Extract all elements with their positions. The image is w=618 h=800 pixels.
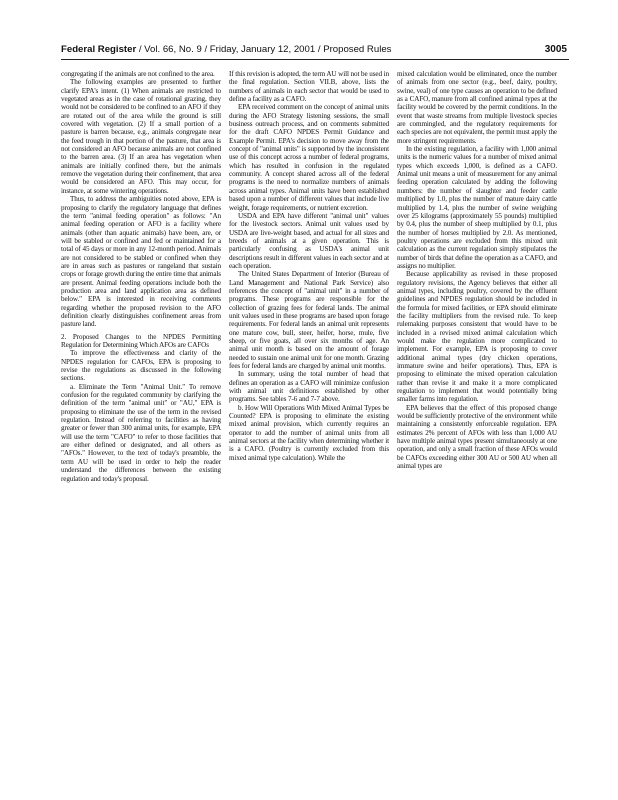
paragraph: EPA received comment on the concept of animal units during the AFO Strategy listening sessions, the small business outreach process, and on comments submitted for the draft CAFO NPDES Permit Guidance and Example Permit. EPA's decision to move away from the concept of "animal units" is supported by the inconsistent use of this concept across a number of federal programs, which has resulted in confusion in the regulated community. A concept shared across all of the federal programs is the need to normalize numbers of animals across animal types. Animal units have been established based upon a number of different values that include live weight, forage requirements, or nutrient excretion. bbox=[229, 103, 389, 212]
paragraph: In the existing regulation, a facility with 1,000 animal units is the numeric values for a number of mixed animal types which exceeds 1,000, is defined as a CAFO. Animal unit means a unit of measurement for any animal feeding operation calculated by adding the following numbers: the number of slaughter and feeder cattle multiplied by 1.0, plus the number of mature dairy cattle multiplied by 1.4, plus the number of swine weighing over 25 kilograms (approximately 55 pounds) multiplied by 0.4, plus the number of sheep multiplied by 0.1, plus the number of horses multiplied by 2.0. As mentioned, poultry operations are excluded from this mixed unit calculation as the current regulation simply stipulates the number of birds that define the operation as a CAFO, and assigns no multiplier. bbox=[397, 145, 557, 270]
page-number: 3005 bbox=[544, 44, 567, 55]
column-1 bbox=[61, 70, 221, 483]
paragraph: congregating if the animals are not confined to the area. bbox=[61, 70, 215, 78]
paragraph: In summary, using the total number of head that defines an operation as a CAFO will minimize confusion with animal unit definitions established by other programs. See tables 7-6 and 7-7 above. bbox=[229, 370, 389, 404]
paragraph: mixed calculation would be eliminated, once the number of animals from one sector (e.g., beef, dairy, poultry, swine, veal) of one type causes an operation to be defined as a CAFO, manure from all confined animal types at the facility would be covered by the permit conditions. In the event that waste streams from multiple livestock species are commingled, and the regulatory requirements for each species are not equivalent, the permit must apply the more stringent requirements. bbox=[397, 70, 557, 145]
paragraph: The United States Department of Interior (Bureau of Land Management and National Park Service) also references the concept of "animal unit" in a number of programs. These programs are responsible for the collection of grazing fees for federal lands. The animal unit values used in these programs are based upon forage requirements. For federal lands an animal unit represents one mature cow, bull, steer, heifer, horse, mule, five sheep, or five goats, all over six months of age. An animal unit month is based on the amount of forage needed to sustain one animal unit for one month. Grazing fees for federal lands are charged by animal unit months. bbox=[229, 270, 389, 371]
issue-info: / Vol. 66, No. 9 / Friday, January 12, 2001 / Proposed Rules bbox=[136, 44, 392, 55]
paragraph: If this revision is adopted, the term AU will not be used in the final regulation. Section VII.B, above, lists the numbers of animals in each sector that would be used to define a facility as a CAFO. bbox=[229, 70, 389, 104]
paragraph: Because applicability as revised in these proposed regulatory revisions, the Agency believes that either all animal types, including poultry, covered by the effluent guidelines and NPDES regulation should be included in the formula for mixed facilities, or EPA should eliminate the facility multipliers from the revised rule. To keep rulemaking purposes consistent that would have to be included in a revised mixed animal calculation which would make the regulation more complicated to implement. For example, EPA is proposing to cover additional animal types (dry chicken operations, immature swine and heifer operations). Thus, EPA is proposing to eliminate the mixed operation calculation rather than revise it and make it a more complicated regulation to implement that would potentially bring smaller farms into regulation. bbox=[397, 270, 557, 404]
header-citation bbox=[61, 44, 391, 55]
paragraph: a. Eliminate the Term "Animal Unit." To remove confusion for the regulated community by clarifying the definition of the term "animal unit" or "AU," EPA is proposing to eliminate the use of the term in the revised regulation. Instead of referring to facilities as having greater or fewer than 300 animal units, for example, EPA will use the term "CAFO" to refer to those facilities that are either defined or designated, and all others as "AFOs." However, to the text of today's preamble, the term AU will be used in order to help the reader understand the differences between the existing regulation and today's proposal. bbox=[61, 382, 221, 483]
paragraph: The following examples are presented to further clarify EPA's intent. (1) When animals are restricted to vegetated areas as in the case of rotational grazing, they would not be considered to be confined to an AFO if they are rotated out of the area while the ground is still covered with vegetation. (2) If a small portion of a pasture is barren because, e.g., animals congregate near the feed trough in that portion of the pasture, that area is not considered an AFO because animals are not confined to the barren area. (3) If an area has vegetation when animals are initially confined there, but the animals remove the vegetation during their confinement, that area would be considered an AFO. This may occur, for instance, at some wintering operations. bbox=[61, 78, 221, 195]
paragraph: USDA and EPA have different "animal unit" values for the livestock sectors. Animal unit values used by USDA are live-weight based, and actual for all sizes and breeds of animals at a given operation. This is particularly confusing as USDA's animal unit descriptions result in different values in each sector and at each operation. bbox=[229, 211, 389, 270]
paragraph: b. How Will Operations With Mixed Animal Types be Counted? EPA is proposing to eliminate the existing mixed animal provision, which currently requires an operator to add the number of animal units from all animal sectors at the facility when determining whether it is a CAFO. (Poultry is currently excluded from this mixed animal type calculation). While the bbox=[229, 403, 389, 462]
paragraph: Thus, to address the ambiguities noted above, EPA is proposing to clarify the regulatory language that defines the term "animal feeding operation" as follows: "An animal feeding operation or AFO is a facility where animals (other than aquatic animals) have been, are, or will be stabled or confined and fed or maintained for a total of 45 days or more in any 12-month period. Animals are not considered to be stabled or confined when they are in areas such as pastures or rangeland that sustain crops or forage growth during the entire time that animals are present. Animal feeding operations include both the production area and land application area as defined below." EPA is interested in receiving comments regarding whether the proposed revision to the AFO definition clearly distinguishes confinement areas from pasture land. bbox=[61, 195, 221, 329]
journal-name: Federal Register bbox=[61, 44, 137, 55]
header-rule bbox=[61, 59, 569, 60]
column-2 bbox=[229, 70, 389, 462]
paragraph: EPA believes that the effect of this proposed change would be sufficiently protective of the environment while maintaining a consistently enforceable regulation. EPA estimates 2% percent of AFOs with less than 1,000 AU have multiple animal types present simultaneously at one operation, and only a small fraction of these AFOs would be CAFOs exceeding either 300 AU or 500 AU when all animal types are bbox=[397, 403, 557, 471]
section-heading: 2. Proposed Changes to the NPDES Permitting Regulation for Determining Which AFOs are CAFOs bbox=[61, 332, 221, 349]
paragraph: To improve the effectiveness and clarity of the NPDES regulation for CAFOs, EPA is proposing to revise the regulations as discussed in the following sections. bbox=[61, 349, 221, 383]
column-3 bbox=[397, 70, 557, 471]
running-header bbox=[61, 44, 567, 58]
